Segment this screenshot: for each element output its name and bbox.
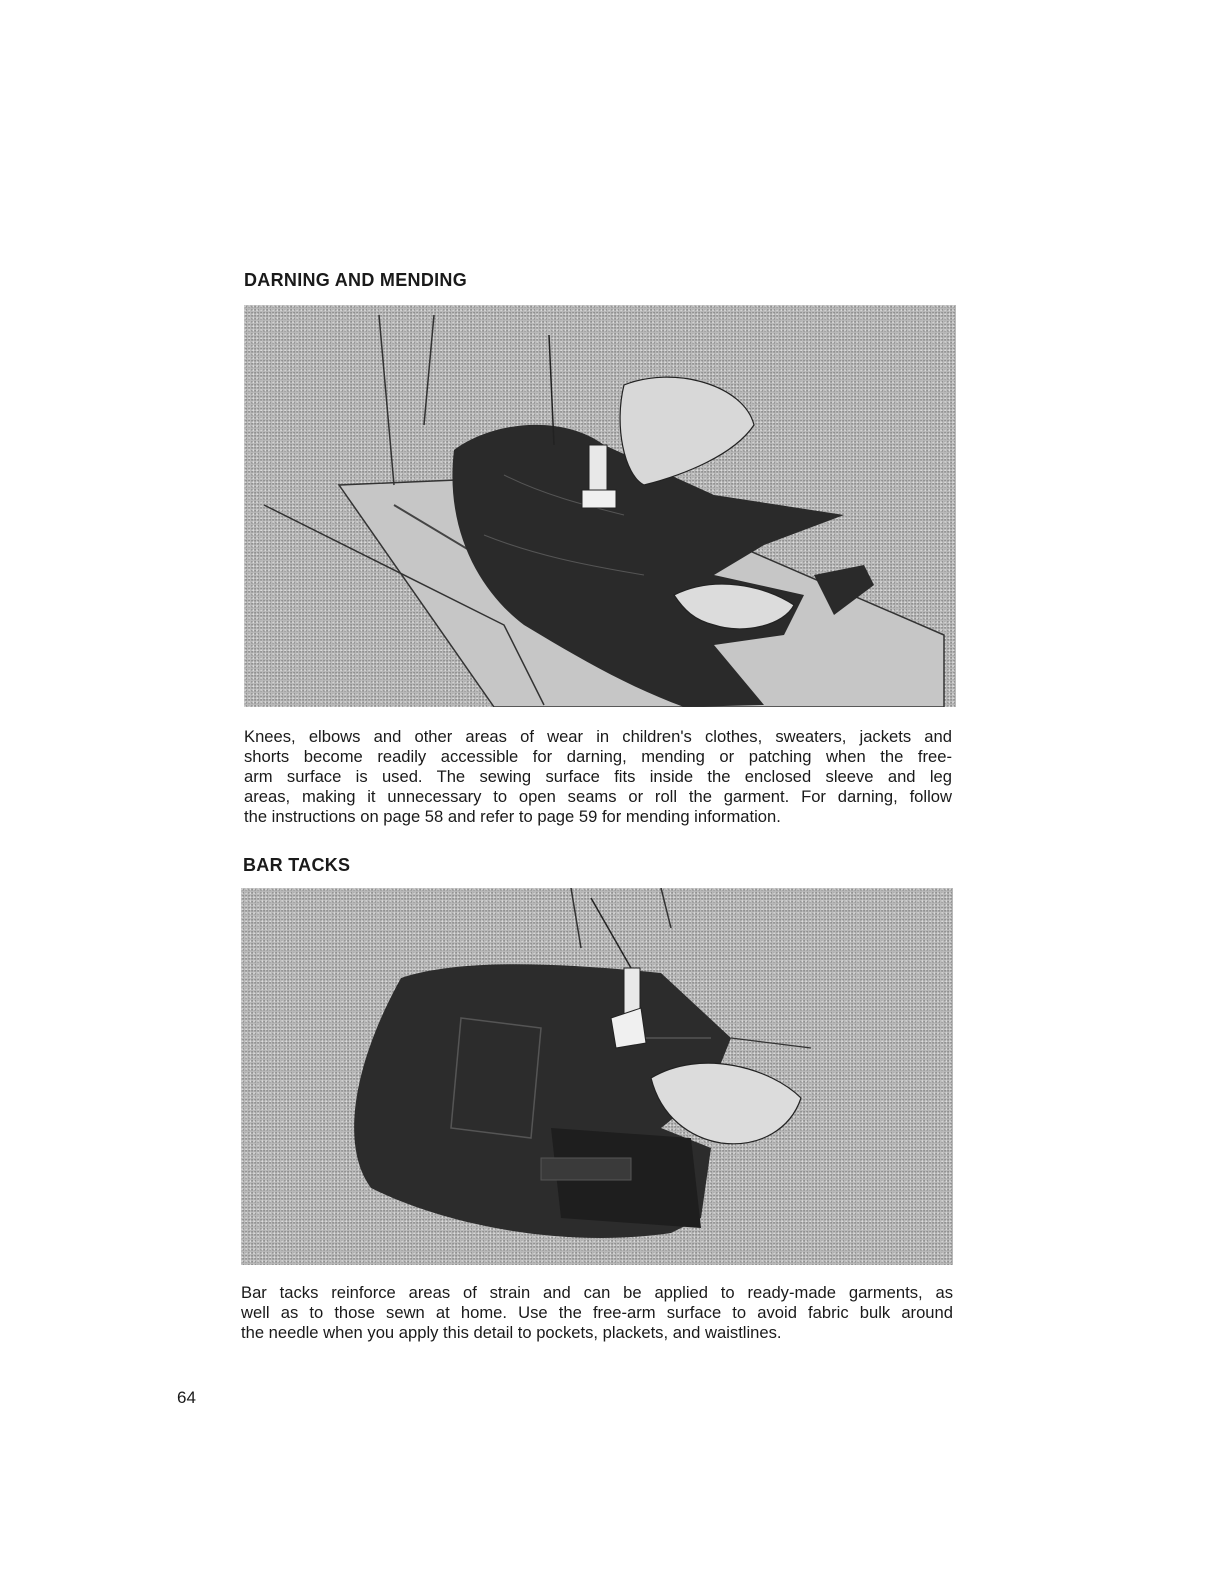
darning-illustration-icon (244, 305, 956, 707)
paragraph-line: well as to those sewn at home. Use the free-arm surface to avoid fabric bulk around (241, 1303, 953, 1322)
paragraph-line: Knees, elbows and other areas of wear in children's clothes, sweaters, jackets and (244, 727, 952, 746)
darning-paragraph (244, 727, 952, 827)
bar-tacks-paragraph (241, 1283, 953, 1343)
bar-tack-illustration-icon (241, 888, 953, 1265)
paragraph-line: shorts become readily accessible for darning, mending or patching when the free- (244, 747, 952, 766)
section-heading-bar-tacks: BAR TACKS (243, 855, 351, 875)
paragraph-line: Bar tacks reinforce areas of strain and can be applied to ready-made garments, as (241, 1283, 953, 1302)
paragraph-line: the needle when you apply this detail to pockets, plackets, and waistlines. (241, 1323, 782, 1342)
page-number: 64 (177, 1388, 196, 1407)
paragraph-line: areas, making it unnecessary to open seams or roll the garment. For darning, follow (244, 787, 952, 806)
section-heading-darning: DARNING AND MENDING (244, 270, 468, 290)
paragraph-line: arm surface is used. The sewing surface fits inside the enclosed sleeve and leg (244, 767, 952, 786)
paragraph-line: the instructions on page 58 and refer to page 59 for mending information. (244, 807, 781, 826)
